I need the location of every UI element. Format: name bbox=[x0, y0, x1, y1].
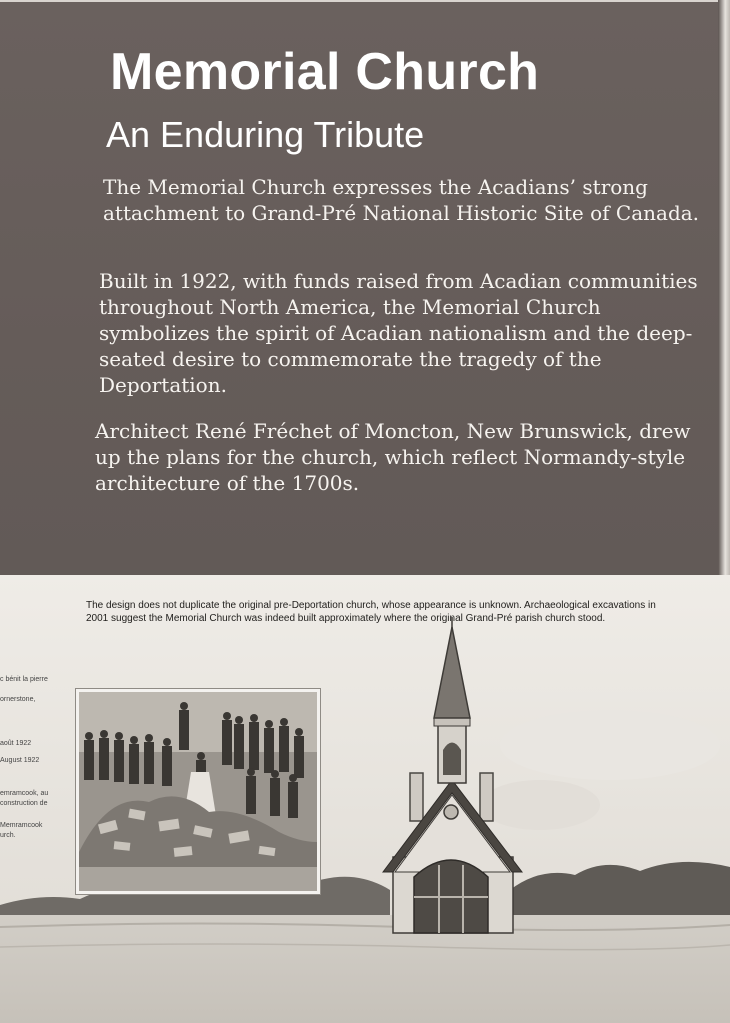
sign-illustration-panel bbox=[0, 575, 730, 1023]
sign-subtitle: An Enduring Tribute bbox=[106, 114, 425, 155]
side-snippet: August 1922 bbox=[0, 757, 40, 764]
side-snippet: ornerstone, bbox=[0, 696, 36, 703]
side-snippet: urch. bbox=[0, 832, 16, 839]
historic-photo bbox=[75, 688, 321, 895]
church-caption: The design does not duplicate the original pre-Deportation church, whose appearance is unknown. Archaeological excavations in 2001 suggest the Memorial Church was indeed built approximately where the original Grand-Pré parish church stood. bbox=[86, 600, 656, 624]
sign-title: Memorial Church bbox=[110, 43, 540, 101]
cornerstone-crowd-photo bbox=[79, 692, 317, 891]
side-snippet: août 1922 bbox=[0, 740, 32, 747]
side-snippet: emramcook, au bbox=[0, 790, 49, 797]
side-snippet: c bénit la pierre bbox=[0, 676, 48, 683]
paragraph-attachment: The Memorial Church expresses the Acadians’ strong attachment to Grand-Pré National Historic Site of Canada. bbox=[103, 175, 700, 225]
side-snippet: Memramcook bbox=[0, 822, 43, 829]
sign-frame-edge bbox=[718, 0, 730, 575]
side-snippet: construction de bbox=[0, 800, 48, 807]
paragraph-built-1922: Built in 1922, with funds raised from Acadian communities throughout North America, the Memorial Church symbolizes the spirit of Acadian nationalism and the deep-seated desire to commemorate the tragedy of the Deportation. bbox=[99, 269, 698, 397]
paragraph-architect: Architect René Fréchet of Moncton, New Brunswick, drew up the plans for the church, which reflect Normandy-style architecture of the 1700s. bbox=[95, 419, 691, 495]
